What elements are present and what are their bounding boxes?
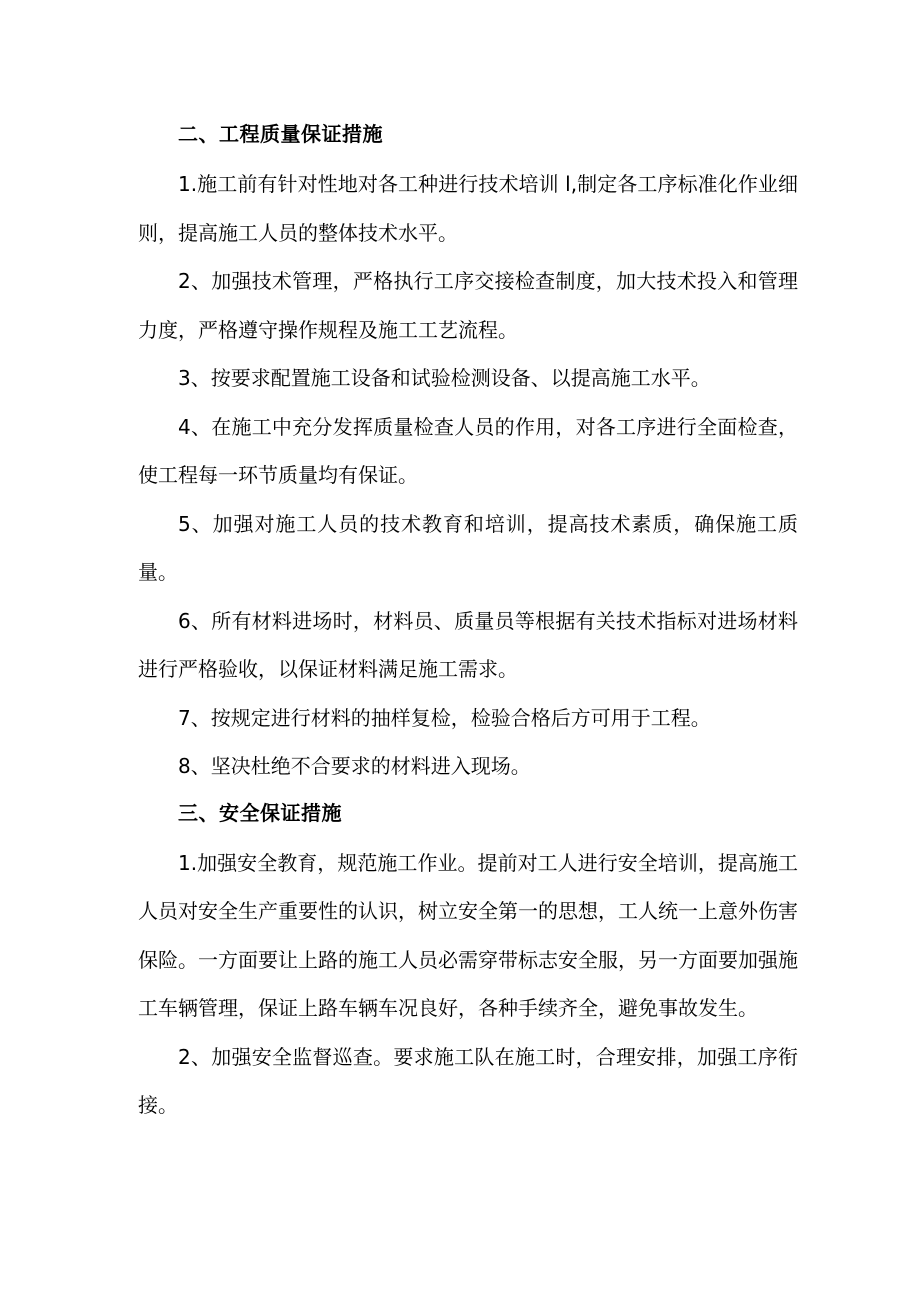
quality-item-7: 7、按规定进行材料的抽样复检，检验合格后方可用于工程。 [178,705,711,730]
quality-item-6: 6、所有材料进场时，材料员、质量员等根据有关技术指标对进场材料进行严格验收，以保证材料满足施工需求。 [138,608,798,681]
quality-item-1: 1.施工前有针对性地对各工种进行技术培训 l,制定各工序标准化作业细则，提高施工人员的整体技术水平。 [138,172,798,245]
section-heading-quality: 二、工程质量保证措施 [178,122,383,146]
section-heading-safety: 三、安全保证措施 [178,800,342,825]
quality-item-4: 4、在施工中充分发挥质量检查人员的作用，对各工序进行全面检查，使工程每一环节质量均有保证。 [138,414,798,487]
safety-item-1: 1.加强安全教育，规范施工作业。提前对工人进行安全培训，提高施工人员对安全生产重要性的认识，树立安全第一的思想，工人统一上意外伤害保险。一方面要让上路的施工人员必需穿带标志安全服，另一方面要加强施工车辆管理，保证上路车辆车况良好，各种手续齐全，避免事故发生。 [138,850,798,1020]
quality-item-2: 2、加强技术管理，严格执行工序交接检查制度，加大技术投入和管理力度，严格遵守操作规程及施工工艺流程。 [138,269,798,342]
quality-item-8: 8、坚决杜绝不合要求的材料进入现场。 [178,754,531,778]
quality-item-5: 5、加强对施工人员的技术教育和培训，提高技术素质，确保施工质量。 [138,511,798,584]
safety-item-2: 2、加强安全监督巡查。要求施工队在施工时，合理安排，加强工序衔接。 [138,1044,798,1117]
quality-item-3: 3、按要求配置施工设备和试验检测设备、以提高施工水平。 [178,366,711,390]
document-body [138,112,798,1130]
